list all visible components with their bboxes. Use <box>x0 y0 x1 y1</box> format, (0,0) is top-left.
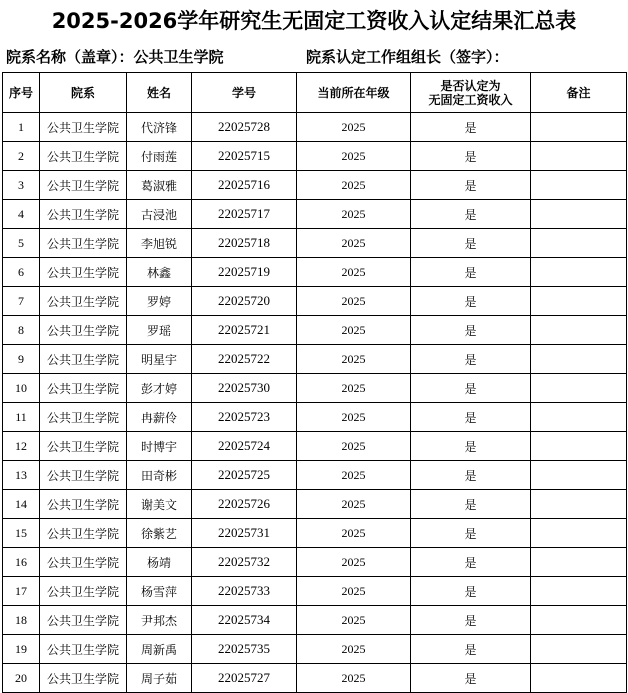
cell-seq: 16 <box>3 548 40 577</box>
cell-remarks <box>531 577 627 606</box>
result-summary-table <box>2 72 627 693</box>
cell-remarks <box>531 606 627 635</box>
cell-grade: 2025 <box>297 461 411 490</box>
cell-dept: 公共卫生学院 <box>40 461 127 490</box>
cell-student-id: 22025730 <box>192 374 297 403</box>
cell-result: 是 <box>411 461 531 490</box>
cell-result: 是 <box>411 345 531 374</box>
cell-grade: 2025 <box>297 171 411 200</box>
cell-dept: 公共卫生学院 <box>40 258 127 287</box>
cell-name: 罗婷 <box>127 287 192 316</box>
table-row <box>3 664 627 693</box>
header-result <box>411 73 531 113</box>
cell-grade: 2025 <box>297 490 411 519</box>
cell-remarks <box>531 374 627 403</box>
table-header-row <box>3 73 627 113</box>
cell-grade: 2025 <box>297 113 411 142</box>
header-seq: 序号 <box>3 73 40 113</box>
cell-seq: 20 <box>3 664 40 693</box>
cell-name: 徐紫艺 <box>127 519 192 548</box>
cell-student-id: 22025725 <box>192 461 297 490</box>
cell-seq: 2 <box>3 142 40 171</box>
cell-seq: 10 <box>3 374 40 403</box>
cell-seq: 11 <box>3 403 40 432</box>
cell-remarks <box>531 316 627 345</box>
cell-seq: 19 <box>3 635 40 664</box>
cell-student-id: 22025726 <box>192 490 297 519</box>
cell-dept: 公共卫生学院 <box>40 403 127 432</box>
cell-dept: 公共卫生学院 <box>40 374 127 403</box>
cell-dept: 公共卫生学院 <box>40 635 127 664</box>
cell-remarks <box>531 548 627 577</box>
cell-grade: 2025 <box>297 142 411 171</box>
cell-student-id: 22025718 <box>192 229 297 258</box>
cell-student-id: 22025721 <box>192 316 297 345</box>
cell-seq: 4 <box>3 200 40 229</box>
table-row <box>3 635 627 664</box>
table-row <box>3 606 627 635</box>
cell-student-id: 22025720 <box>192 287 297 316</box>
header-result-line2: 无固定工资收入 <box>428 92 513 107</box>
cell-remarks <box>531 432 627 461</box>
cell-remarks <box>531 403 627 432</box>
cell-seq: 8 <box>3 316 40 345</box>
table-row <box>3 374 627 403</box>
table-body <box>3 113 627 693</box>
cell-result: 是 <box>411 258 531 287</box>
cell-dept: 公共卫生学院 <box>40 432 127 461</box>
table-row <box>3 171 627 200</box>
cell-dept: 公共卫生学院 <box>40 113 127 142</box>
cell-name: 杨靖 <box>127 548 192 577</box>
cell-name: 时博宇 <box>127 432 192 461</box>
cell-remarks <box>531 664 627 693</box>
cell-name: 古浸池 <box>127 200 192 229</box>
cell-seq: 9 <box>3 345 40 374</box>
cell-dept: 公共卫生学院 <box>40 229 127 258</box>
cell-result: 是 <box>411 577 531 606</box>
table-row <box>3 548 627 577</box>
cell-grade: 2025 <box>297 432 411 461</box>
cell-name: 周新禹 <box>127 635 192 664</box>
cell-grade: 2025 <box>297 316 411 345</box>
cell-result: 是 <box>411 664 531 693</box>
cell-result: 是 <box>411 200 531 229</box>
cell-grade: 2025 <box>297 345 411 374</box>
header-remarks: 备注 <box>531 73 627 113</box>
cell-student-id: 22025728 <box>192 113 297 142</box>
cell-name: 罗瑶 <box>127 316 192 345</box>
cell-dept: 公共卫生学院 <box>40 142 127 171</box>
cell-seq: 13 <box>3 461 40 490</box>
cell-grade: 2025 <box>297 200 411 229</box>
header-result-line1: 是否认定为 <box>440 78 501 93</box>
cell-grade: 2025 <box>297 606 411 635</box>
table-row <box>3 142 627 171</box>
cell-grade: 2025 <box>297 635 411 664</box>
cell-grade: 2025 <box>297 287 411 316</box>
cell-remarks <box>531 200 627 229</box>
cell-seq: 15 <box>3 519 40 548</box>
cell-remarks <box>531 635 627 664</box>
cell-remarks <box>531 113 627 142</box>
cell-grade: 2025 <box>297 258 411 287</box>
cell-remarks <box>531 490 627 519</box>
cell-result: 是 <box>411 316 531 345</box>
header-dept: 院系 <box>40 73 127 113</box>
cell-dept: 公共卫生学院 <box>40 519 127 548</box>
cell-seq: 6 <box>3 258 40 287</box>
cell-seq: 7 <box>3 287 40 316</box>
cell-seq: 12 <box>3 432 40 461</box>
cell-grade: 2025 <box>297 519 411 548</box>
cell-remarks <box>531 345 627 374</box>
table-row <box>3 200 627 229</box>
cell-grade: 2025 <box>297 374 411 403</box>
cell-seq: 17 <box>3 577 40 606</box>
cell-dept: 公共卫生学院 <box>40 548 127 577</box>
cell-name: 明星宇 <box>127 345 192 374</box>
cell-name: 代济锋 <box>127 113 192 142</box>
cell-name: 林鑫 <box>127 258 192 287</box>
cell-grade: 2025 <box>297 229 411 258</box>
table-row <box>3 403 627 432</box>
cell-result: 是 <box>411 490 531 519</box>
cell-name: 冉薪伶 <box>127 403 192 432</box>
cell-student-id: 22025723 <box>192 403 297 432</box>
cell-dept: 公共卫生学院 <box>40 606 127 635</box>
group-leader-signature-label: 院系认定工作组组长（签字）： <box>306 48 509 66</box>
table-row <box>3 519 627 548</box>
cell-name: 田奇彬 <box>127 461 192 490</box>
cell-dept: 公共卫生学院 <box>40 200 127 229</box>
cell-seq: 18 <box>3 606 40 635</box>
cell-seq: 14 <box>3 490 40 519</box>
cell-name: 李旭锐 <box>127 229 192 258</box>
cell-student-id: 22025715 <box>192 142 297 171</box>
table-row <box>3 258 627 287</box>
cell-result: 是 <box>411 229 531 258</box>
cell-remarks <box>531 461 627 490</box>
cell-dept: 公共卫生学院 <box>40 171 127 200</box>
cell-result: 是 <box>411 606 531 635</box>
cell-student-id: 22025724 <box>192 432 297 461</box>
cell-student-id: 22025732 <box>192 548 297 577</box>
table-row <box>3 345 627 374</box>
cell-seq: 5 <box>3 229 40 258</box>
cell-remarks <box>531 171 627 200</box>
cell-seq: 1 <box>3 113 40 142</box>
cell-result: 是 <box>411 548 531 577</box>
table-row <box>3 229 627 258</box>
cell-remarks <box>531 519 627 548</box>
cell-name: 葛淑雅 <box>127 171 192 200</box>
cell-seq: 3 <box>3 171 40 200</box>
cell-name: 尹邦杰 <box>127 606 192 635</box>
cell-dept: 公共卫生学院 <box>40 316 127 345</box>
cell-dept: 公共卫生学院 <box>40 345 127 374</box>
cell-result: 是 <box>411 171 531 200</box>
cell-result: 是 <box>411 113 531 142</box>
cell-result: 是 <box>411 142 531 171</box>
cell-grade: 2025 <box>297 548 411 577</box>
cell-dept: 公共卫生学院 <box>40 490 127 519</box>
cell-remarks <box>531 229 627 258</box>
cell-dept: 公共卫生学院 <box>40 577 127 606</box>
cell-remarks <box>531 142 627 171</box>
department-seal-label: 院系名称（盖章）：公共卫生学院 <box>6 48 224 66</box>
table-row <box>3 316 627 345</box>
table-row <box>3 113 627 142</box>
cell-student-id: 22025719 <box>192 258 297 287</box>
cell-student-id: 22025734 <box>192 606 297 635</box>
cell-student-id: 22025733 <box>192 577 297 606</box>
cell-result: 是 <box>411 432 531 461</box>
cell-dept: 公共卫生学院 <box>40 664 127 693</box>
cell-student-id: 22025722 <box>192 345 297 374</box>
cell-remarks <box>531 258 627 287</box>
header-grade: 当前所在年级 <box>297 73 411 113</box>
cell-student-id: 22025735 <box>192 635 297 664</box>
cell-name: 杨雪萍 <box>127 577 192 606</box>
header-student-id: 学号 <box>192 73 297 113</box>
cell-result: 是 <box>411 287 531 316</box>
cell-student-id: 22025716 <box>192 171 297 200</box>
cell-student-id: 22025727 <box>192 664 297 693</box>
table-row <box>3 577 627 606</box>
cell-result: 是 <box>411 519 531 548</box>
cell-grade: 2025 <box>297 403 411 432</box>
cell-name: 周子茹 <box>127 664 192 693</box>
cell-dept: 公共卫生学院 <box>40 287 127 316</box>
cell-result: 是 <box>411 374 531 403</box>
table-row <box>3 432 627 461</box>
cell-remarks <box>531 287 627 316</box>
cell-result: 是 <box>411 635 531 664</box>
header-name: 姓名 <box>127 73 192 113</box>
cell-grade: 2025 <box>297 664 411 693</box>
cell-grade: 2025 <box>297 577 411 606</box>
cell-name: 彭才婷 <box>127 374 192 403</box>
cell-student-id: 22025731 <box>192 519 297 548</box>
cell-name: 谢美文 <box>127 490 192 519</box>
subheader <box>6 42 626 72</box>
table-row <box>3 287 627 316</box>
cell-student-id: 22025717 <box>192 200 297 229</box>
cell-result: 是 <box>411 403 531 432</box>
cell-name: 付雨莲 <box>127 142 192 171</box>
document-title: 2025-2026学年研究生无固定工资收入认定结果汇总表 <box>51 9 577 33</box>
table-row <box>3 490 627 519</box>
table-row <box>3 461 627 490</box>
